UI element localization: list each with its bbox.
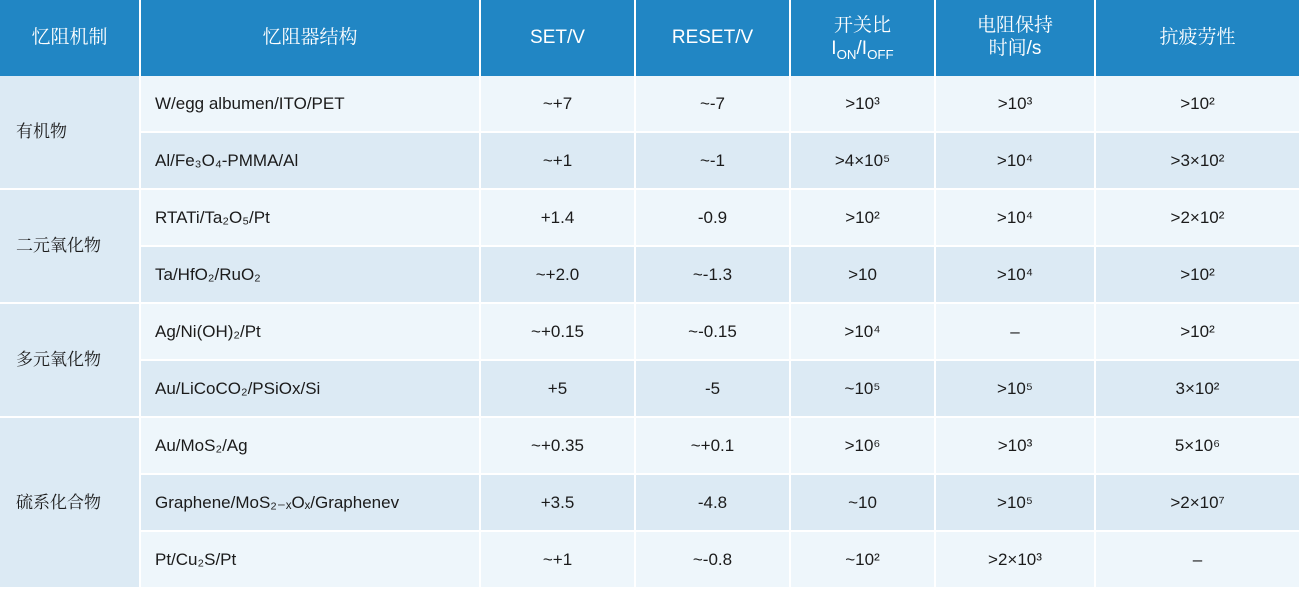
column-header-retention-time bbox=[935, 0, 1095, 76]
cell-set: +1.4 bbox=[480, 189, 635, 246]
cell-endurance: >10² bbox=[1095, 303, 1299, 360]
column-header-endurance bbox=[1095, 0, 1299, 76]
cell-structure: Ag/Ni(OH)₂/Pt bbox=[140, 303, 480, 360]
cell-endurance: 3×10² bbox=[1095, 360, 1299, 417]
header-sublabel: $I_{ON}/I_{OFF}$ bbox=[831, 38, 894, 62]
cell-retention: >10³ bbox=[935, 417, 1095, 474]
table-row bbox=[0, 132, 1299, 189]
header-label: 开关比 bbox=[833, 15, 891, 37]
cell-endurance: >10² bbox=[1095, 76, 1299, 132]
cell-ratio: >10² bbox=[790, 189, 935, 246]
cell-structure: Ta/HfO₂/RuO₂ bbox=[140, 246, 480, 303]
cell-retention: – bbox=[935, 303, 1095, 360]
cell-endurance: >10² bbox=[1095, 246, 1299, 303]
cell-reset: -4.8 bbox=[635, 474, 790, 531]
cell-structure: Au/LiCoCO₂/PSiOx/Si bbox=[140, 360, 480, 417]
cell-endurance: 5×10⁶ bbox=[1095, 417, 1299, 474]
header-label: SET/V bbox=[530, 26, 585, 48]
table-row bbox=[0, 189, 1299, 246]
cell-reset: -0.9 bbox=[635, 189, 790, 246]
cell-structure: W/egg albumen/ITO/PET bbox=[140, 76, 480, 132]
cell-retention: >10⁵ bbox=[935, 474, 1095, 531]
cell-ratio: ~10⁵ bbox=[790, 360, 935, 417]
cell-set: +5 bbox=[480, 360, 635, 417]
table-row bbox=[0, 246, 1299, 303]
cell-structure: Au/MoS₂/Ag bbox=[140, 417, 480, 474]
cell-retention: >10⁴ bbox=[935, 189, 1095, 246]
cell-set: ~+7 bbox=[480, 76, 635, 132]
cell-retention: >10⁴ bbox=[935, 246, 1095, 303]
cell-set: ~+2.0 bbox=[480, 246, 635, 303]
cell-ratio: >4×10⁵ bbox=[790, 132, 935, 189]
cell-structure: Al/Fe₃O₄-PMMA/Al bbox=[140, 132, 480, 189]
cell-reset: ~-1 bbox=[635, 132, 790, 189]
header-label: 抗疲劳性 bbox=[1159, 26, 1236, 48]
cell-endurance: – bbox=[1095, 531, 1299, 588]
cell-set: ~+1 bbox=[480, 531, 635, 588]
table-row bbox=[0, 76, 1299, 132]
cell-endurance: >2×10⁷ bbox=[1095, 474, 1299, 531]
cell-retention: >10⁴ bbox=[935, 132, 1095, 189]
cell-set: +3.5 bbox=[480, 474, 635, 531]
cell-set: ~+0.35 bbox=[480, 417, 635, 474]
cell-reset: ~-7 bbox=[635, 76, 790, 132]
table-row bbox=[0, 474, 1299, 531]
header-row bbox=[0, 0, 1299, 76]
cell-reset: ~-1.3 bbox=[635, 246, 790, 303]
cell-set: ~+1 bbox=[480, 132, 635, 189]
column-header-switching-ratio bbox=[790, 0, 935, 76]
cell-reset: ~-0.8 bbox=[635, 531, 790, 588]
cell-reset: ~+0.1 bbox=[635, 417, 790, 474]
header-label: 忆阻机制 bbox=[31, 26, 108, 48]
cell-ratio: ~10² bbox=[790, 531, 935, 588]
column-header-reset-voltage bbox=[635, 0, 790, 76]
table-row bbox=[0, 531, 1299, 588]
cell-structure: Pt/Cu₂S/Pt bbox=[140, 531, 480, 588]
table-body bbox=[0, 76, 1299, 588]
cell-endurance: >3×10² bbox=[1095, 132, 1299, 189]
cell-retention: >10³ bbox=[935, 76, 1095, 132]
header-sublabel: 时间/s bbox=[988, 38, 1042, 59]
cell-reset: ~-0.15 bbox=[635, 303, 790, 360]
table-row bbox=[0, 417, 1299, 474]
header-label: 忆阻器结构 bbox=[262, 26, 358, 48]
cell-structure: Graphene/MoS₂₋ₓOₓ/Graphenev bbox=[140, 474, 480, 531]
header-label: RESET/V bbox=[671, 26, 754, 48]
cell-endurance: >2×10² bbox=[1095, 189, 1299, 246]
column-header-mechanism bbox=[0, 0, 140, 76]
cell-reset: -5 bbox=[635, 360, 790, 417]
cell-set: ~+0.15 bbox=[480, 303, 635, 360]
cell-ratio: >10³ bbox=[790, 76, 935, 132]
table-header bbox=[0, 0, 1299, 76]
cell-ratio: >10 bbox=[790, 246, 935, 303]
cell-ratio: ~10 bbox=[790, 474, 935, 531]
cell-mechanism: 有机物 bbox=[0, 76, 140, 189]
cell-mechanism: 硫系化合物 bbox=[0, 417, 140, 588]
table-row bbox=[0, 303, 1299, 360]
cell-structure: RTATi/Ta₂O₅/Pt bbox=[140, 189, 480, 246]
cell-ratio: >10⁶ bbox=[790, 417, 935, 474]
cell-retention: >10⁵ bbox=[935, 360, 1095, 417]
cell-ratio: >10⁴ bbox=[790, 303, 935, 360]
cell-retention: >2×10³ bbox=[935, 531, 1095, 588]
column-header-structure bbox=[140, 0, 480, 76]
cell-mechanism: 多元氧化物 bbox=[0, 303, 140, 417]
table-row bbox=[0, 360, 1299, 417]
column-header-set-voltage bbox=[480, 0, 635, 76]
cell-mechanism: 二元氧化物 bbox=[0, 189, 140, 303]
header-label: 电阻保持 bbox=[976, 15, 1053, 37]
